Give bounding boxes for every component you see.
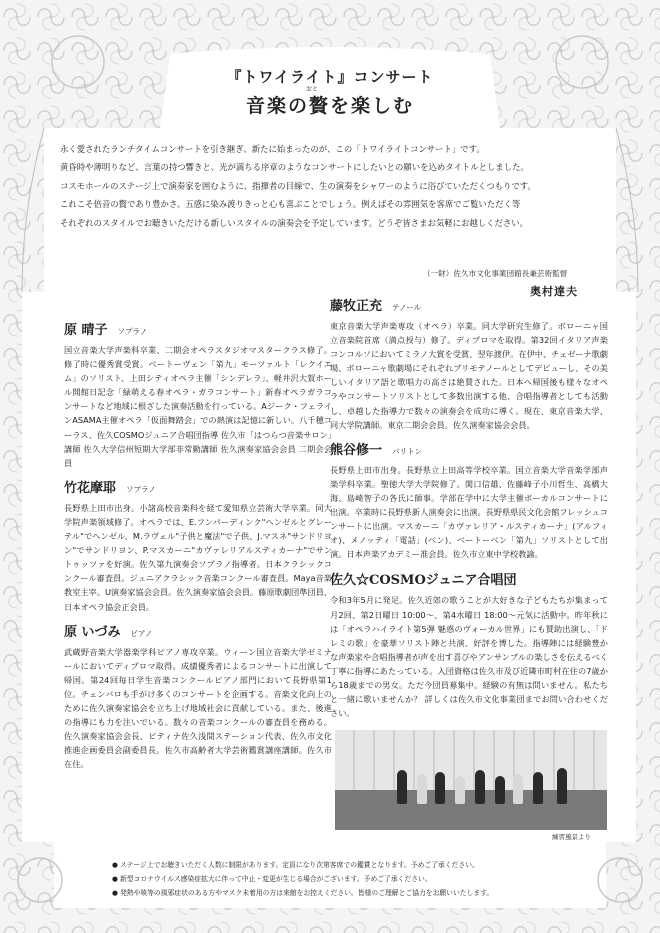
rehearsal-photo — [335, 730, 607, 830]
credit-name: 奥村達夫 — [530, 285, 578, 298]
notes-list — [112, 858, 493, 900]
performer-name-text: 藤牧正充 — [330, 299, 383, 314]
choir-name: 佐久☆COSMOジュニア合唱団 — [330, 573, 517, 589]
performer-bio: 東京音楽大学声楽専攻（オペラ）卒業。同大学研究生修了。ボローニャ国立音楽院首席（満点授与）修了。ディプロマを取得。第32回イタリア声楽コンコルソにおいてミラノ大賞を受賞、翌年渡伊。在伊中、チェゼーナ歌劇場、ボローニャ歌劇場にそれぞれプリモテノールとしてデビューし、その美しいイタリア語と歌唱力の高さは絶賛された。日本へ帰国後も様々なオペラやコンサートソリストとして多数出演する他、合唱指導者としても活動し、卓越した指導力で数々の演奏会を成功に導く。現在、東京音楽大学、同大学院講師。東京二期会会員。佐久演奏家協会会員。 — [330, 321, 608, 430]
intro-line: コスモホールのステージ上で演奏家を囲むように、指揮者の目線で、生の演奏をシャワーのように浴びていただくつもりです。 — [60, 180, 536, 191]
header — [0, 66, 660, 118]
photo-person — [435, 772, 445, 804]
note-item — [112, 858, 493, 872]
performer-role: バリトン — [392, 446, 423, 456]
page-subtitle: 音楽の贅を楽しむ — [245, 95, 414, 117]
performer-role: ソプラノ — [126, 484, 156, 494]
performer-name — [64, 322, 332, 341]
performer-bio: 長野県上田市出身。小諸高校音楽科を経て愛知県立芸術大学卒業。同大学院声楽領域修了。オペラでは、E.フンパーディンク"ヘンゼルとグレーテル"でヘンゼル、M.ラヴェル"子供と魔法"で子供、J.マスネ"サンドリヨン"でサンドリヨン、P.マスカーニ"カヴァレリアルスティカーナ"でサントゥッツァを好演。佐久第九演奏会ソプラノ指導者。日本クラシックコンクール審査員。ジュニアクラシック音楽コンクール審査員。Maya音楽教室主宰。U演奏家協会会員。佐久演奏家協会会員。藤原歌劇団準団員、日本オペラ協会正会員。 — [64, 502, 332, 612]
profile-hara-haruko — [64, 322, 332, 470]
photo-person — [513, 774, 523, 804]
photo-caption: 練習風景より — [552, 833, 591, 841]
intro-line: これこそ倍音の贅であり豊かさ、五感に染み渡りきっと心も喜ぶことでしょう。例えばその雰囲気を客席でご覧いただく等 — [60, 199, 521, 210]
profile-takehana-maya — [64, 480, 332, 614]
performer-name — [64, 480, 332, 499]
photo-person — [495, 776, 505, 804]
note-text: 発熱や咳等の風邪症状のある方やマスク未着用の方は来館をお控えください。皆様のご理解とご協力をお願いいたします。 — [119, 889, 494, 897]
subtitle-ruby: おと — [305, 86, 318, 93]
subtitle-wrap — [245, 86, 414, 118]
performer-name-text: 熊谷修一 — [330, 442, 383, 458]
choir-description: 令和3年5月に発足。佐久近郊の歌うことが大好きな子どもたちが集まって月2回、第2日曜日 10:00〜、第4水曜日 18:00〜元気に活動中。昨年秋には「オペラハイライト第5弾 魅惑のヴォーカル世界」にも賛助出演し、「ドレミの歌」を豪華ソリスト陣と共演、好評を博した。指導陣には経験豊かな声楽家や合唱指導者が声を出す喜びやアンサンブルの楽しさを伝えるべく丁寧に指導にあたっている。入団資格は佐久市及び近隣市町村在住の7歳から18歳までの男女。ただ今団員募集中。経験の有無は問いません。私たちと一緒に歌いませんか？ 詳しくは佐久市文化事業団までお問い合わせください。 — [330, 595, 608, 719]
performer-role: ピアノ — [130, 628, 153, 638]
note-text: 新型コロナウイルス感染症拡大に伴って中止・変更が生じる場合がございます。予めご了承ください。 — [119, 875, 432, 883]
choir-section — [330, 571, 608, 720]
photo-person — [557, 768, 567, 804]
bullet-icon: ● — [112, 861, 118, 869]
note-item — [112, 872, 493, 886]
photo-person — [397, 770, 407, 804]
profile-fujimaki-masamitsu — [330, 298, 608, 432]
right-column — [330, 298, 608, 730]
performer-name — [330, 442, 608, 461]
intro-line: 黄昏時や薄明りなど、言葉の持つ響きと、光が満ちる序章のようなコンサートにしたいとの願いを込めタイトルとしました。 — [60, 162, 529, 173]
note-item — [112, 886, 493, 900]
performer-name-text: 竹花摩耶 — [64, 480, 117, 496]
performer-bio: 国立音楽大学声楽科卒業、二期会オペラスタジオマスタークラス修了。修了時に優秀賞受賞。ベートーヴェン「第九」モーツァルト「レクイエム」のソリスト、上田シティオペラ主催「シンデレラ」、軽井沢大賀ホール開館日記念「緑萌える春オペラ・ガラコンサート」新春オペラガラコンサートなど地域に根ざした演奏活動を行っている。Aジーク・フェラインASAMA主催オペラ「仮面舞踏会」での熱演は記憶に新しい。八千穂コーラス、佐久COSMOジュニア合唱団指導 佐久市「はつらつ音楽サロン」講師 佐久大学信州短期大学部非常勤講師 佐久演奏家協会会員 二期会会員 — [64, 345, 332, 468]
performer-role: テノール — [392, 303, 422, 312]
photo-person — [475, 770, 485, 804]
note-text: ステージ上でお聴きいただく人数に制限があります。定員になり次第客席での鑑賞となります。予めご了承ください。 — [119, 861, 479, 869]
intro-line: 永く愛されたランチタイムコンサートを引き継ぎ、新たに始まったのが、この「トワイライトコンサート」です。 — [60, 144, 485, 154]
performer-bio: 武蔵野音楽大学器楽学科ピアノ専攻卒業。ウィーン国立音楽大学ゼミナールにおいてディプロマ取得。成績優秀者によるコンサートに出演して帰国。第24回毎日学生音楽コンクールピアノ部門において長野県第1位。チェンバロも手がけ多くのコンサートを企画する。音楽文化向上のために佐久演奏家協会を立ち上げ地域社会に貢献している。また、後進の指導にも力を注いでいる。数々の音楽コンクールの審査員を務める。佐久演奏家協会会長、ピティナ佐久浅間ステーション代表、佐久市文化推進企画委員会副委員長。佐久市高齢者大学芸術鑑賞講座講師。佐久市在住。 — [64, 646, 332, 770]
bullet-icon: ● — [112, 889, 118, 897]
performer-name-text: 原 晴子 — [64, 323, 108, 338]
left-column — [64, 322, 332, 781]
intro-paragraph — [60, 140, 620, 232]
profile-kumagai-shuichi — [330, 442, 608, 562]
bullet-icon: ● — [112, 875, 118, 883]
performer-name-text: 原 いづみ — [64, 624, 121, 640]
concert-title: 『トワイライト』コンサート — [226, 68, 434, 86]
credit-organization: （一財）佐久市文化事業団館長兼芸術監督 — [423, 269, 568, 278]
profile-hara-izumi — [64, 624, 332, 772]
photo-person — [417, 774, 427, 804]
photo-person — [533, 772, 543, 804]
performer-name — [64, 624, 332, 643]
performer-bio: 長野県上田市出身。長野県立上田高等学校卒業。国立音楽大学音楽学部声楽学科卒業。聖徳大学大学院修了。関口信雄、佐藤峰子小川哲生、高橋大海、島崎智子の各氏に師事。学部在学中に大学主催ボーカルコンサートに出演。卒業時に長野県新人演奏会に出演。長野県県民文化会館フレッシュコンサートに出演。マスカーニ「カヴァレリア・ルスティカーナ」(アルフィオ)、メノッティ「電話」(ベン)、ベートーベン「第九」ソリストとして出演。日本声楽アカデミー准会員。佐久市立東中学校教諭。 — [330, 464, 608, 560]
intro-line: それぞれのスタイルでお聴きいただける新しいスタイルの演奏会を予定しています。どうぞ皆さまお気軽にお越しください。 — [60, 217, 528, 228]
performer-name — [330, 298, 608, 317]
photo-person — [455, 776, 465, 804]
performer-role: ソプラノ — [117, 327, 148, 336]
